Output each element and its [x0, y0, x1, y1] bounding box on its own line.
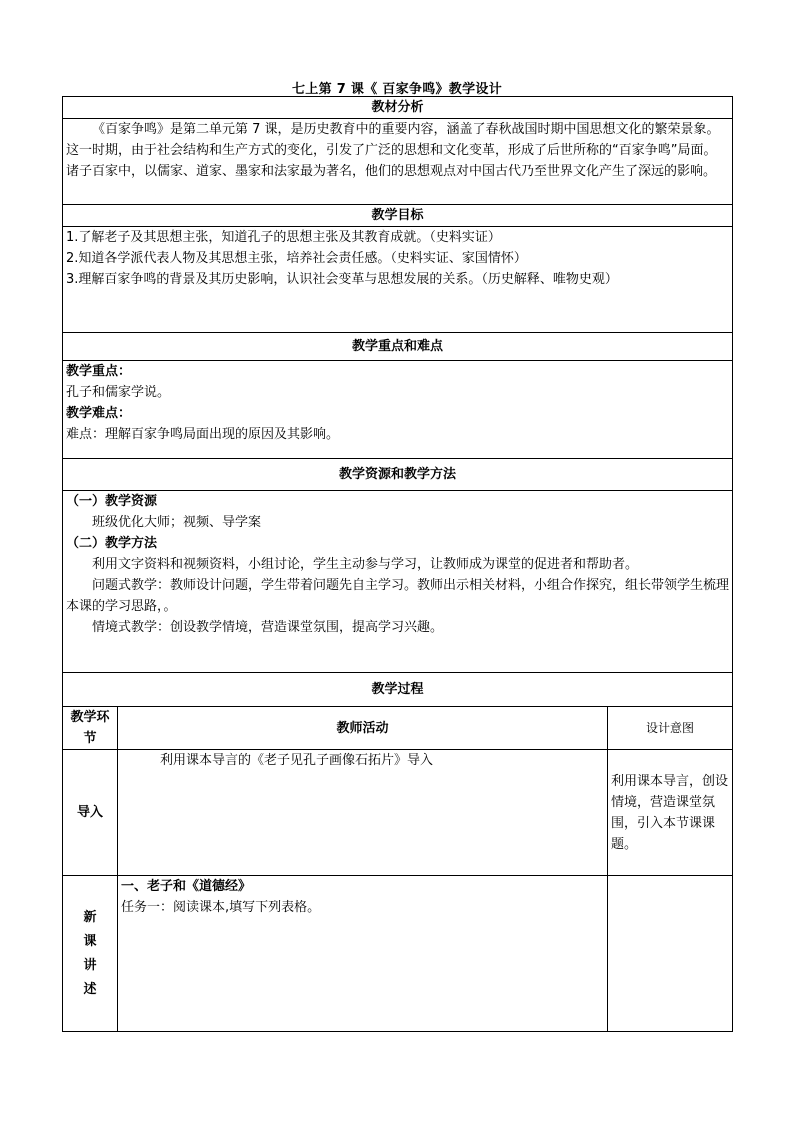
- difficulty-text: 难点：理解百家争鸣局面出现的原因及其影响。: [66, 427, 340, 442]
- design-new-lesson-cell: [608, 876, 733, 1032]
- col-header-teacher: 教师活动: [118, 707, 608, 750]
- teacher-intro-cell: [118, 750, 608, 876]
- design-intro-cell: [608, 750, 733, 876]
- analysis-cell: [63, 119, 733, 205]
- method-paragraph: 利用文字资料和视频资料，小组讨论，学生主动参与学习，让教师成为课堂的促进者和帮助者。: [92, 557, 639, 572]
- focus-text: 孔子和儒家学说。: [66, 385, 171, 400]
- resources-cell: [63, 491, 733, 673]
- goals-cell: [63, 227, 733, 333]
- document-title: 七上第 7 课《 百家争鸣》教学设计: [291, 82, 503, 97]
- col-header-design: 设计意图: [608, 707, 733, 750]
- stage-char: 课: [83, 933, 97, 949]
- goal-item: 2.知道各学派代表人物及其思想主张，培养社会责任感。（史料实证、家国情怀）: [66, 251, 527, 266]
- design-intro-text: 利用课本导言，创设情境，营造课堂氛围，引入本节课课题。: [611, 773, 729, 852]
- teacher-intro-text: 利用课本导言的《老子见孔子画像石拓片》导入: [160, 753, 434, 768]
- lesson-plan-table: [62, 96, 733, 1032]
- analysis-text: 《百家争鸣》是第二单元第 7 课，是历史教育中的重要内容，涵盖了春秋战国时期中国思想文化的繁荣景象。这一时期，由于社会结构和生产方式的变化，引发了广泛的思想和文化变革，形成了后世所称的“百家争鸣”局面。诸子百家中，以儒家、道家、墨家和法家最为著名，他们的思想观点对中国古代乃至世界文化产生了深远的影响。: [66, 122, 720, 179]
- difficulty-label: 教学难点：: [66, 406, 132, 421]
- goals-header: 教学目标: [63, 205, 733, 227]
- process-header: 教学过程: [63, 673, 733, 707]
- methods-label: （二）教学方法: [66, 536, 158, 551]
- keypoints-cell: [63, 361, 733, 459]
- resources-label: （一）教学资源: [66, 494, 158, 509]
- goal-item: 1.了解老子及其思想主张，知道孔子的思想主张及其教育成就。（史料实证）: [66, 230, 501, 245]
- col-header-stage-text: 教学环节: [70, 710, 110, 746]
- stage-new-lesson: [63, 876, 118, 1032]
- stage-char: 述: [83, 981, 97, 997]
- resources-header: 教学资源和教学方法: [63, 459, 733, 491]
- stage-intro: 导入: [63, 750, 118, 876]
- col-header-stage: [63, 707, 118, 750]
- analysis-header: 教材分析: [63, 97, 733, 119]
- goal-item: 3.理解百家争鸣的背景及其历史影响，认识社会变革与思想发展的关系。（历史解释、唯物史观）: [66, 272, 618, 287]
- keypoints-header: 教学重点和难点: [63, 333, 733, 361]
- stage-char: 讲: [83, 957, 97, 973]
- focus-label: 教学重点：: [66, 364, 132, 379]
- section-title: 一、老子和《道德经》: [121, 879, 252, 894]
- method-paragraph: 情境式教学：创设教学情境，营造课堂氛围，提高学习兴趣。: [92, 620, 444, 635]
- stage-char: 新: [83, 909, 97, 925]
- task-text: 任务一：阅读课本,填写下列表格。: [121, 900, 321, 915]
- method-paragraph: 问题式教学：教师设计问题，学生带着问题先自主学习。教师出示相关材料，小组合作探究，组长带领学生梳理本课的学习思路，。: [66, 578, 730, 614]
- teacher-new-lesson-cell: [118, 876, 608, 1032]
- resources-text: 班级优化大师；视频、导学案: [92, 515, 262, 530]
